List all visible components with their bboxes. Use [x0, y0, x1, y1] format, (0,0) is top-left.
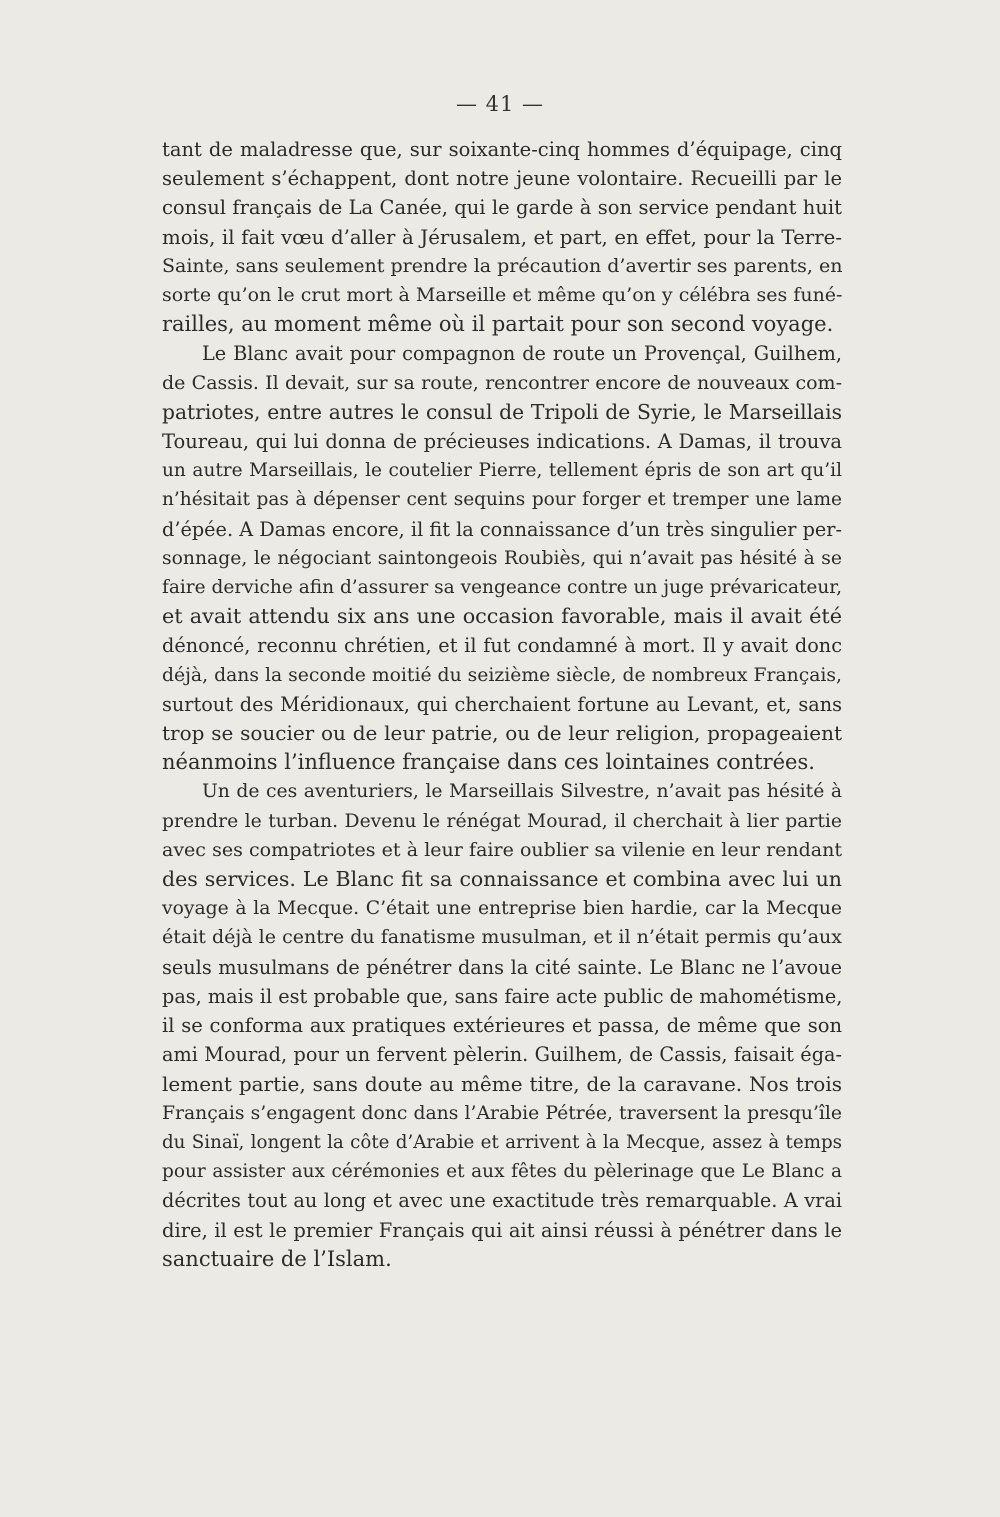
text-line: pas, mais il est probable que, sans faire acte public de mahométisme,	[162, 984, 843, 1008]
text-line: ami Mourad, pour un fervent pèlerin. Guilhem, de Cassis, faisait éga-	[162, 1043, 842, 1067]
text-line: prendre le turban. Devenu le rénégat Mourad, il cherchait à lier partie	[162, 810, 842, 832]
text-line: faire derviche afin d’assurer sa vengeance contre un juge prévaricateur,	[162, 577, 842, 599]
text-line: Français s’engagent donc dans l’Arabie Pétrée, traversent la presqu’île	[162, 1102, 842, 1124]
text-line: décrites tout au long et avec une exactitude très remarquable. A vrai	[162, 1189, 842, 1213]
text-line: patriotes, entre autres le consul de Tripoli de Syrie, le Marseillais	[162, 399, 842, 424]
text-line: néanmoins l’influence française dans ces lointaines contrées.	[162, 750, 815, 775]
text-line: un autre Marseillais, le coutelier Pierre, tellement épris de son art qu’il	[162, 460, 842, 482]
text-line: était déjà le centre du fanatisme musulman, et il n’était permis qu’aux	[162, 926, 842, 949]
text-line: et avait attendu six ans une occasion favorable, mais il avait été	[162, 604, 842, 629]
text-line: railles, au moment même où il partait pour son second voyage.	[162, 312, 834, 337]
text-line: Toureau, qui lui donna de précieuses indications. A Damas, il trouva	[162, 430, 842, 454]
text-line: avec ses compatriotes et à leur faire oublier sa vilenie en leur rendant	[162, 838, 842, 861]
text-line: seulement s’échappent, dont notre jeune volontaire. Recueilli par le	[162, 167, 842, 191]
body-text	[162, 135, 842, 1274]
text-line: tant de maladresse que, sur soixante-cinq hommes d’équipage, cinq	[162, 138, 842, 161]
text-line: surtout des Méridionaux, qui cherchaient fortune au Levant, et, sans	[162, 692, 842, 716]
text-line: Le Blanc avait pour compagnon de route un Provençal, Guilhem,	[202, 342, 842, 366]
text-line: de Cassis. Il devait, sur sa route, rencontrer encore de nouveaux com-	[162, 371, 842, 394]
text-line: consul français de La Canée, qui le garde à son service pendant huit	[162, 196, 842, 220]
text-line: des services. Le Blanc fit sa connaissance et combina avec lui un	[162, 867, 842, 892]
text-line: il se conforma aux pratiques extérieures et passa, de même que son	[162, 1014, 842, 1038]
text-line: Un de ces aventuriers, le Marseillais Silvestre, n’avait pas hésité à	[202, 781, 842, 803]
text-line: lement partie, sans doute au même titre, de la caravane. Nos trois	[162, 1071, 842, 1096]
text-line: voyage à la Mecque. C’était une entreprise bien hardie, car la Mecque	[162, 898, 842, 920]
text-line: n’hésitait pas à dépenser cent sequins pour forger et tremper une lame	[162, 489, 842, 511]
text-line: dire, il est le premier Français qui ait ainsi réussi à pénétrer dans le	[162, 1218, 842, 1242]
text-line: mois, il fait vœu d’aller à Jérusalem, et part, en effet, pour la Terre-	[162, 225, 842, 249]
page-number: — 41 —	[455, 92, 545, 116]
text-line: du Sinaï, longent la côte d’Arabie et arrivent à la Mecque, assez à temps	[162, 1131, 842, 1153]
text-line: Sainte, sans seulement prendre la précaution d’avertir ses parents, en	[162, 254, 843, 277]
text-line: seuls musulmans de pénétrer dans la cité sainte. Le Blanc ne l’avoue	[162, 955, 842, 979]
text-line: sonnage, le négociant saintongeois Roubiès, qui n’avait pas hésité à se	[162, 547, 842, 569]
text-line: sorte qu’on le crut mort à Marseille et même qu’on y célébra ses funé-	[162, 284, 843, 307]
text-line: d’épée. A Damas encore, il fit la connaissance d’un très singulier per-	[162, 517, 842, 541]
text-line: sanctuaire de l’Islam.	[162, 1246, 392, 1271]
text-line: déjà, dans la seconde moitié du seizième siècle, de nombreux Français,	[162, 664, 842, 686]
text-line: pour assister aux cérémonies et aux fêtes du pèlerinage que Le Blanc a	[162, 1161, 842, 1183]
text-line: dénoncé, reconnu chrétien, et il fut condamné à mort. Il y avait donc	[162, 634, 842, 658]
text-line: trop se soucier ou de leur patrie, ou de leur religion, propageaient	[162, 721, 842, 746]
